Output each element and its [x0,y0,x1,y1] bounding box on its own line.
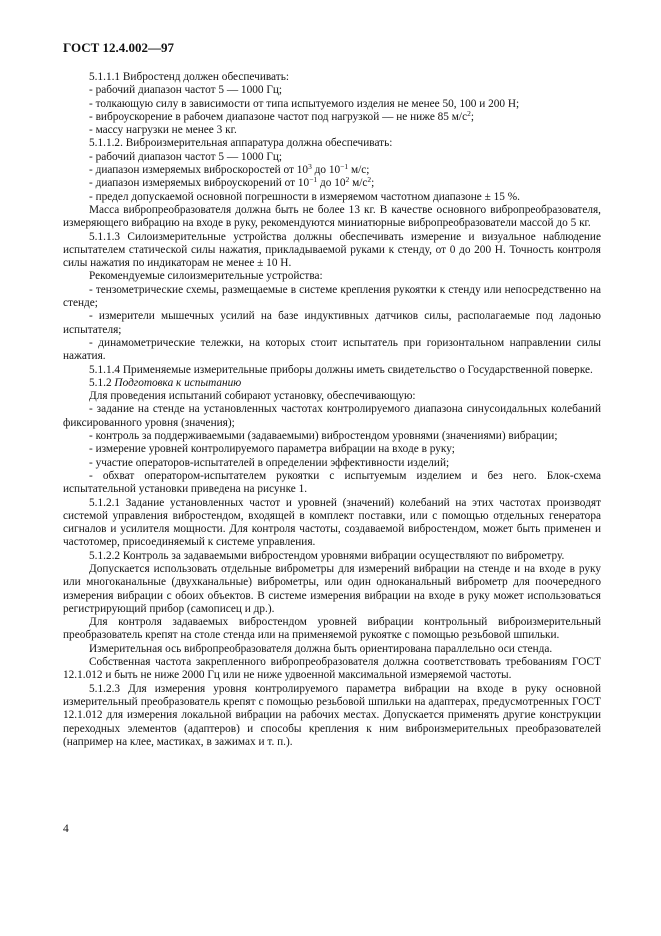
clause-5-1-1-3: 5.1.1.3 Силоизмерительные устройства должны обеспечивать измерение и визуальное наблюдение испытателем статической силы нажатия, прикладываемой руками к стенду, от 0 до 200 Н. Точность контроля силы нажатия по индикаторам не менее ± 10 Н. [63,230,601,270]
paragraph: Для проведения испытаний собирают установку, обеспечивающую: [89,390,416,403]
list-item: - рабочий диапазон частот 5 — 1000 Гц; [89,150,283,163]
paragraph: Измерительная ось вибропреобразователя должна быть ориентирована параллельно оси стенда. [89,642,553,655]
list-item: - предел допускаемой основной погрешности в измеряемом частотном диапазоне ± 15 %. [89,190,521,203]
list-item: - рабочий диапазон частот 5 — 1000 Гц; [89,84,283,97]
paragraph: Допускается использовать отдельные виброметры для измерений вибрации на стенде и на входе в руку или многоканальные (двухканальные) виброметры, или один одноканальный виброметр для поочередного измерения вибрации с обоих объектов. В системе измерения вибрации на входе в руку может использоваться регистрирующий прибор (самописец и др.). [63,562,601,615]
paragraph: Масса вибропреобразователя должна быть не более 13 кг. В качестве основного вибропреобразователя, измеряющего вибрацию на входе в руку, рекомендуются миниатюрные вибропреобразователи массой до 5 кг. [63,203,601,230]
list-item: - участие операторов-испытателей в определении эффективности изделий; [89,456,450,469]
list-item: - динамометрические тележки, на которых стоит испытатель при горизонтальном направлении силы нажатия. [63,336,601,363]
clause-5-1-1-2: 5.1.1.2. Виброизмерительная аппаратура должна обеспечивать: [89,137,393,150]
list-item: - задание на стенде на установленных частотах контролируемого диапазона синусоидальных колебаний фиксированного уровня (значения); [63,403,601,429]
clause-5-1-1-4: 5.1.1.4 Применяемые измерительные приборы должны иметь свидетельство о Государственной поверке. [89,363,593,376]
document-page [63,40,601,749]
list-item: - толкающую силу в зависимости от типа испытуемого изделия не менее 50, 100 и 200 Н; [89,97,520,110]
list-item: - диапазон измеряемых виброскоростей от $10^3$ до $10^{-1}$ м/с; [89,162,370,177]
page-header: ГОСТ 12.4.002—97 [63,40,175,55]
clause-5-1-2-3: 5.1.2.3 Для измерения уровня контролируемого параметра вибрации на входе в руку основной измерительный преобразователь крепят с помощью резьбовой шпильки на адаптерах, предусмотренных ГОСТ 12.1.012 для измерения локальной вибрации на рабочих местах. Допускается применять другие конструкции переходных элементов (адаптеров) и способы крепления к ним виброизмерительных преобразователей (например на клее, мастиках, в зажимах и т. п.). [63,682,601,748]
section-heading-5-1-2: 5.1.2 Подготовка к испытанию [89,376,242,389]
list-item: - контроль за поддерживаемыми (задаваемыми) вибростендом уровнями (значениями) вибрации; [89,430,558,443]
page-number: 4 [63,823,69,835]
list-item: - измерение уровней контролируемого параметра вибрации на входе в руку; [89,443,455,456]
list-item: - массу нагрузки не менее 3 кг. [89,124,237,137]
clause-5-1-1-1: 5.1.1.1 Вибростенд должен обеспечивать: [89,71,290,83]
list-item: - измерители мышечных усилий на базе индуктивных датчиков силы, располагаемые под ладонью испытателя; [63,310,601,336]
list-item: - обхват оператором-испытателем рукоятки с испытуемым изделием и без него. Блок-схема испытательной установки приведена на рисунке 1. [63,469,601,496]
list-item: - тензометрические схемы, размещаемые в системе крепления рукоятки к стенду или непосредственно на стенде; [63,283,601,310]
paragraph: Собственная частота закрепленного вибропреобразователя должна соответствовать требованиям ГОСТ 12.1.012 и быть не ниже 2000 Гц или не ниже удвоенной максимальной измеряемой частоты. [63,656,601,682]
list-item: - диапазон измеряемых виброускорений от $10^{-1}$ до $10^2$ $м/с^2$; [89,175,375,190]
list-item: - виброускорение в рабочем диапазоне частот под нагрузкой — не ниже 85 $м/с^2$; [89,108,474,123]
clause-5-1-2-2: 5.1.2.2 Контроль за задаваемыми вибростендом уровнями вибрации осуществляют по виброметру. [89,549,565,562]
paragraph: Для контроля задаваемых вибростендом уровней вибрации контрольный виброизмерительный преобразователь крепят на столе стенда или на применяемой рукоятке с помощью резьбовой шпильки. [63,616,601,642]
paragraph: Рекомендуемые силоизмерительные устройства: [89,270,323,283]
clause-5-1-2-1: 5.1.2.1 Задание установленных частот и уровней (значений) колебаний на этих частотах производят системой управления вибростендом, входящей в комплект поставки, или с помощью отдельных генератора сигналов и усилителя мощности. Для контроля частоты, создаваемой вибростендом, может быть применен и частотомер, присоединяемый к системе управления. [63,496,601,549]
